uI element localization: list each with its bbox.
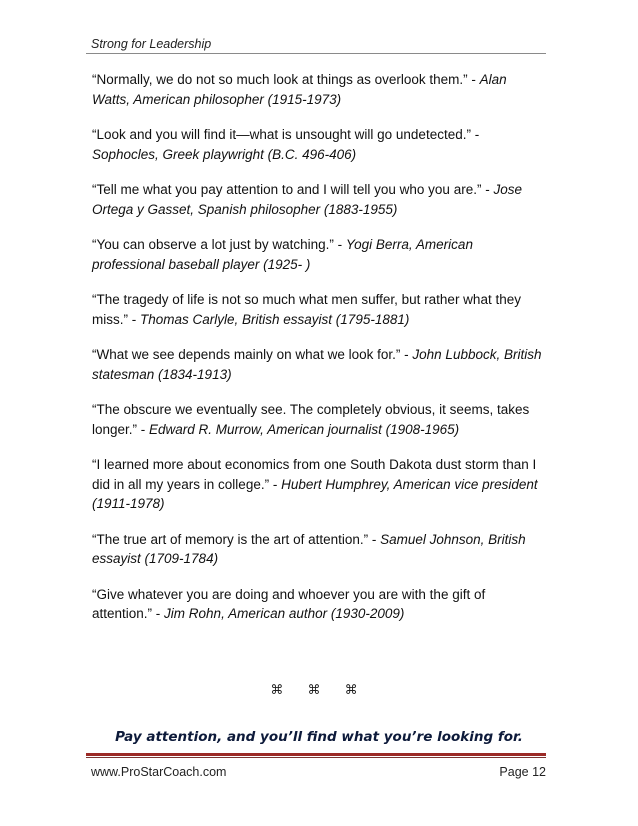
quote-item bbox=[92, 345, 542, 384]
footer-divider-shadow bbox=[86, 757, 546, 758]
closing-tagline: Pay attention, and you’ll find what you’re looking for. bbox=[115, 729, 523, 745]
footer-website: www.ProStarCoach.com bbox=[91, 765, 227, 779]
quote-text: “Normally, we do not so much look at things as overlook them.” - bbox=[92, 72, 480, 87]
quote-text: “You can observe a lot just by watching.” - bbox=[92, 237, 346, 252]
section-break-ornament: ⌘ ⌘ ⌘ bbox=[270, 683, 368, 698]
quote-text: “What we see depends mainly on what we look for.” - bbox=[92, 347, 413, 362]
quote-attribution: Jim Rohn, American author (1930-2009) bbox=[164, 606, 405, 621]
quote-item bbox=[92, 180, 542, 219]
quote-item bbox=[92, 70, 542, 109]
quote-list bbox=[92, 70, 542, 640]
quote-attribution: John Lubbock, British statesman (1834-1913) bbox=[92, 347, 542, 382]
quote-text: “I learned more about economics from one South Dakota dust storm than I did in all my years in college.” - bbox=[92, 457, 537, 492]
quote-attribution: Edward R. Murrow, American journalist (1908-1965) bbox=[149, 421, 460, 437]
quote-item bbox=[92, 290, 542, 329]
quote-text: “The tragedy of life is not so much what men suffer, but rather what they miss.” - bbox=[92, 292, 521, 327]
quote-text: “Give whatever you are doing and whoever you are with the gift of attention.” - bbox=[92, 586, 486, 621]
quote-text: “Look and you will find it—what is unsought will go undetected.” - bbox=[92, 127, 480, 142]
quote-item bbox=[92, 400, 542, 439]
quote-attribution: Jose Ortega y Gasset, Spanish philosopher (1883-1955) bbox=[92, 182, 522, 217]
quote-item bbox=[92, 530, 542, 569]
quote-text: “Tell me what you pay attention to and I will tell you who you are.” - bbox=[92, 182, 494, 197]
quote-attribution: Yogi Berra, American professional baseball player (1925- ) bbox=[92, 237, 473, 272]
quote-item bbox=[92, 585, 542, 624]
quote-attribution: Alan Watts, American philosopher (1915-1973) bbox=[92, 72, 507, 107]
quote-attribution: Hubert Humphrey, American vice president (1911-1978) bbox=[92, 476, 538, 511]
page-number: Page 12 bbox=[499, 765, 546, 779]
quote-attribution: Sophocles, Greek playwright (B.C. 496-406) bbox=[92, 146, 357, 162]
running-header: Strong for Leadership bbox=[91, 37, 212, 51]
quote-text: “The true art of memory is the art of attention.” - bbox=[92, 531, 381, 547]
quote-attribution: Thomas Carlyle, British essayist (1795-1881) bbox=[140, 311, 410, 327]
quote-item bbox=[92, 235, 542, 274]
quote-attribution: Samuel Johnson, British essayist (1709-1784) bbox=[92, 531, 526, 566]
quote-item bbox=[92, 125, 542, 164]
quote-item bbox=[92, 455, 542, 514]
header-divider bbox=[86, 53, 546, 54]
quote-text: “The obscure we eventually see. The completely obvious, it seems, takes longer.” - bbox=[92, 402, 530, 437]
footer-divider bbox=[86, 753, 546, 756]
